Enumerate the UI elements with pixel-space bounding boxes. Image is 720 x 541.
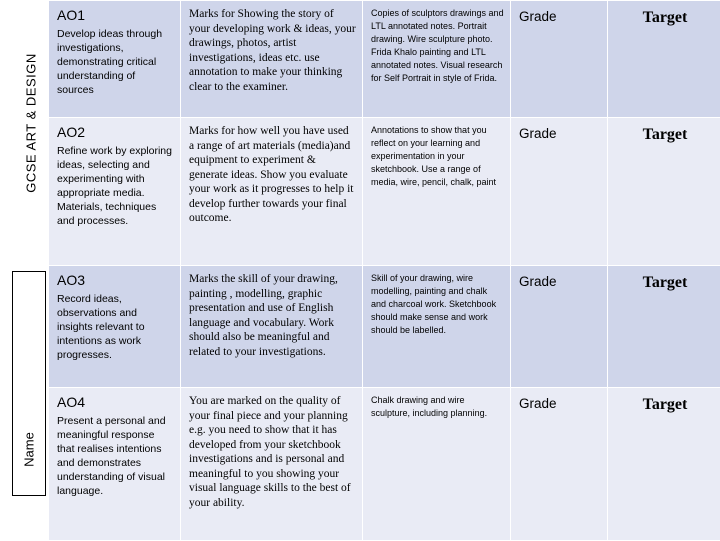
table-row xyxy=(49,388,720,541)
grade-cell[interactable] xyxy=(511,266,608,388)
grade-label: Grade xyxy=(519,7,601,24)
assessment-table xyxy=(48,0,720,541)
marking-criteria-cell xyxy=(181,118,363,266)
objective-cell xyxy=(49,118,181,266)
target-cell[interactable] xyxy=(608,118,720,266)
course-title xyxy=(14,0,48,245)
marking-criteria: Marks for how well you have used a range of art materials (media)and equipment to experiment & generate ideas. Show you evaluate your work as it progresses to help it develop further towards your final outcome. xyxy=(189,124,356,226)
grade-cell[interactable] xyxy=(511,1,608,118)
objective-code: AO1 xyxy=(57,7,174,23)
course-title-text: GCSE ART & DESIGN xyxy=(24,53,39,193)
target-cell[interactable] xyxy=(608,388,720,541)
objective-description: Develop ideas through investigations, demonstrating critical understanding of sources xyxy=(57,27,174,97)
objective-cell xyxy=(49,388,181,541)
marking-criteria: Marks the skill of your drawing, painting , modelling, graphic presentation and use of English language and vocabulary. Work should also be meaningful and related to your investigations. xyxy=(189,272,356,359)
evidence-cell xyxy=(363,266,511,388)
marking-criteria-cell xyxy=(181,266,363,388)
evidence-cell xyxy=(363,118,511,266)
objective-code: AO4 xyxy=(57,394,174,410)
marking-criteria: You are marked on the quality of your final piece and your planning e.g. you need to show that it has developed from your sketchbook investigations and is personal and meaningful to you showing your visual language skills to the best of your ability. xyxy=(189,394,356,510)
evidence-text: Annotations to show that you reflect on your learning and experimentation in your sketchbook. Use a range of media, wire, pencil, chalk, paint xyxy=(371,124,504,189)
evidence-text: Skill of your drawing, wire modelling, painting and chalk and charcoal work. Sketchbook should make sense and work should be labelled. xyxy=(371,272,504,337)
name-field[interactable] xyxy=(12,271,46,496)
table-row xyxy=(49,118,720,266)
table-row xyxy=(49,1,720,118)
objective-description: Refine work by exploring ideas, selecting and experimenting with appropriate media. Materials, techniques and processes. xyxy=(57,144,174,228)
marking-criteria-cell xyxy=(181,1,363,118)
name-label: Name xyxy=(22,432,37,467)
evidence-cell xyxy=(363,388,511,541)
objective-cell xyxy=(49,266,181,388)
target-cell[interactable] xyxy=(608,1,720,118)
grade-cell[interactable] xyxy=(511,118,608,266)
table-row xyxy=(49,266,720,388)
evidence-text: Copies of sculptors drawings and LTL annotated notes. Portrait drawing. Wire sculpture photo. Frida Khalo painting and LTL annotated notes. Visual research for Self Portrait in style of Frida. xyxy=(371,7,504,85)
evidence-cell xyxy=(363,1,511,118)
objective-code: AO3 xyxy=(57,272,174,288)
target-cell[interactable] xyxy=(608,266,720,388)
objective-code: AO2 xyxy=(57,124,174,140)
objective-description: Present a personal and meaningful response that realises intentions and demonstrates understanding of visual language. xyxy=(57,414,174,498)
target-label: Target xyxy=(616,394,714,414)
grade-label: Grade xyxy=(519,272,601,289)
grade-cell[interactable] xyxy=(511,388,608,541)
grade-label: Grade xyxy=(519,394,601,411)
target-label: Target xyxy=(616,124,714,144)
evidence-text: Chalk drawing and wire sculpture, including planning. xyxy=(371,394,504,420)
grade-label: Grade xyxy=(519,124,601,141)
marking-criteria-cell xyxy=(181,388,363,541)
target-label: Target xyxy=(616,272,714,292)
objective-description: Record ideas, observations and insights relevant to intentions as work progresses. xyxy=(57,292,174,362)
target-label: Target xyxy=(616,7,714,27)
marking-criteria: Marks for Showing the story of your developing work & ideas, your drawings, photos, artist investigations, ideas etc. use annotation to make your thinking clear to the examiner. xyxy=(189,7,356,94)
objective-cell xyxy=(49,1,181,118)
